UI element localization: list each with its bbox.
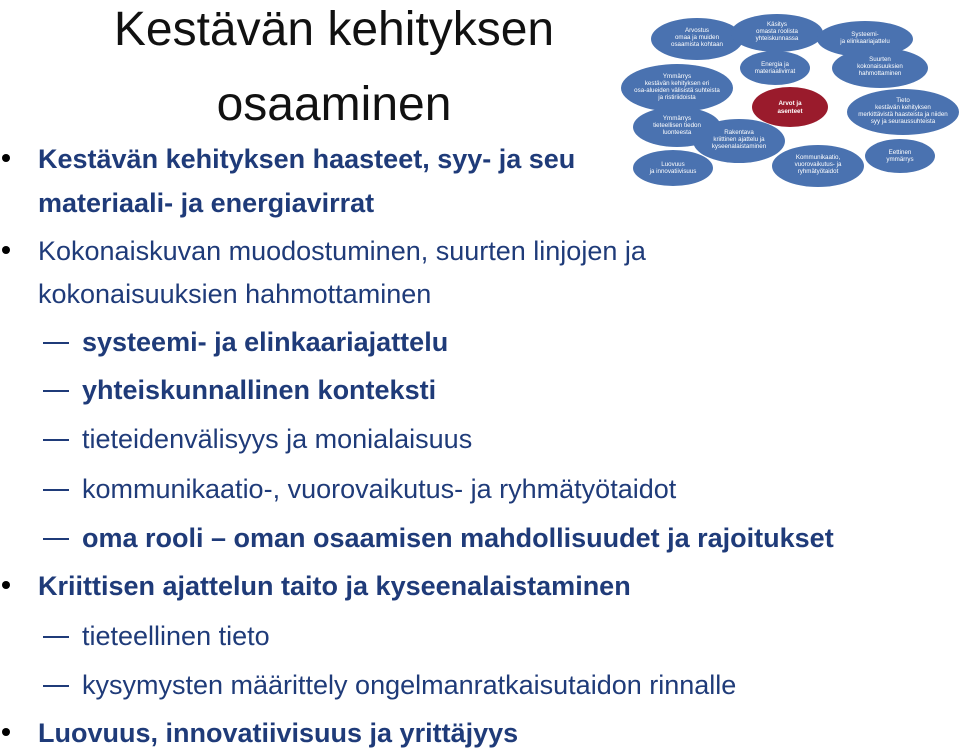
bullet-dot bbox=[2, 246, 10, 254]
diagram-node-label-5: Suurten kokonaisuuksien hahmottaminen bbox=[857, 56, 903, 77]
diagram-node-label-7: Tieto kestävän kehityksen merkittävistä haasteista ja niiden syy ja seuraussuhteista bbox=[858, 97, 948, 125]
diagram-center-label: Arvot ja asenteet bbox=[777, 100, 803, 115]
diagram-center-node bbox=[752, 87, 828, 127]
bullet-text: kokonaisuuksien hahmottaminen bbox=[38, 279, 432, 309]
sub-bullet-text: systeemi- ja elinkaariajattelu bbox=[82, 327, 449, 357]
competence-diagram-svg bbox=[615, 8, 960, 190]
diagram-node-label-0: Arvostus omaa ja muiden osaamista kohtaan bbox=[671, 27, 723, 48]
dash-marker bbox=[43, 390, 69, 392]
sub-bullet-text: kommunikaatio-, vuorovaikutus- ja ryhmätyötaidot bbox=[82, 474, 677, 504]
title-line-2: osaaminen bbox=[216, 78, 452, 131]
title-line-1: Kestävän kehityksen bbox=[113, 3, 555, 56]
dash-marker bbox=[43, 538, 69, 540]
diagram-node-label-9: Luovuus ja innovatiivisuus bbox=[649, 161, 697, 175]
sub-bullet-text: oma rooli – oman osaamisen mahdollisuudet ja rajoitukset bbox=[82, 523, 834, 553]
bullet-dot bbox=[2, 581, 10, 589]
sub-bullet-text: yhteiskunnallinen konteksti bbox=[82, 375, 437, 405]
bullet-text: materiaali- ja energiavirrat bbox=[38, 188, 375, 218]
bullet-text: Kriittisen ajattelun taito ja kyseenalaistaminen bbox=[38, 571, 631, 601]
bullet-text: Kokonaiskuvan muodostuminen, suurten linjojen ja bbox=[38, 236, 646, 266]
dash-marker bbox=[43, 685, 69, 687]
sub-bullet-text: kysymysten määrittely ongelmanratkaisutaidon rinnalle bbox=[82, 670, 737, 700]
diagram-node-label-2: Systeemi-ja elinkaariajattelu bbox=[840, 31, 890, 45]
diagram-node-label-3: Ymmärrys kestävän kehityksen eri osa-alueiden välisistä suhteista ja ristiriidoista bbox=[634, 73, 720, 101]
bullet-text: Luovuus, innovatiivisuus ja yrittäjyys bbox=[38, 718, 519, 748]
diagram-node-label-4: Energia ja materiaalivirrat bbox=[754, 61, 796, 75]
bullet-text: Kestävän kehityksen haasteet, syy- ja seu bbox=[38, 144, 576, 174]
diagram-node-label-11: Eettinen ymmärrys bbox=[886, 149, 914, 163]
dash-marker bbox=[43, 342, 69, 344]
competence-diagram bbox=[615, 8, 960, 190]
diagram-node-label-8: Rakentava kriittinen ajattelu ja kyseenalaistaminen bbox=[711, 129, 767, 150]
dash-marker bbox=[43, 439, 69, 441]
bullet-dot bbox=[2, 154, 10, 162]
diagram-node-label-1: Käsitys omasta roolista yhteiskunnassa bbox=[755, 21, 799, 42]
diagram-node-label-6: Ymmärrys tieteellisen tiedon luonteesta bbox=[653, 115, 701, 136]
diagram-node-label-10: Kommunikaatio, vuorovaikutus- ja ryhmätyötaidot bbox=[794, 154, 842, 175]
slide-title bbox=[74, 0, 594, 142]
bullet-dot bbox=[2, 728, 10, 736]
dash-marker bbox=[43, 636, 69, 638]
sub-bullet-text: tieteellinen tieto bbox=[82, 621, 270, 651]
dash-marker bbox=[43, 489, 69, 491]
sub-bullet-text: tieteidenvälisyys ja monialaisuus bbox=[82, 424, 473, 454]
